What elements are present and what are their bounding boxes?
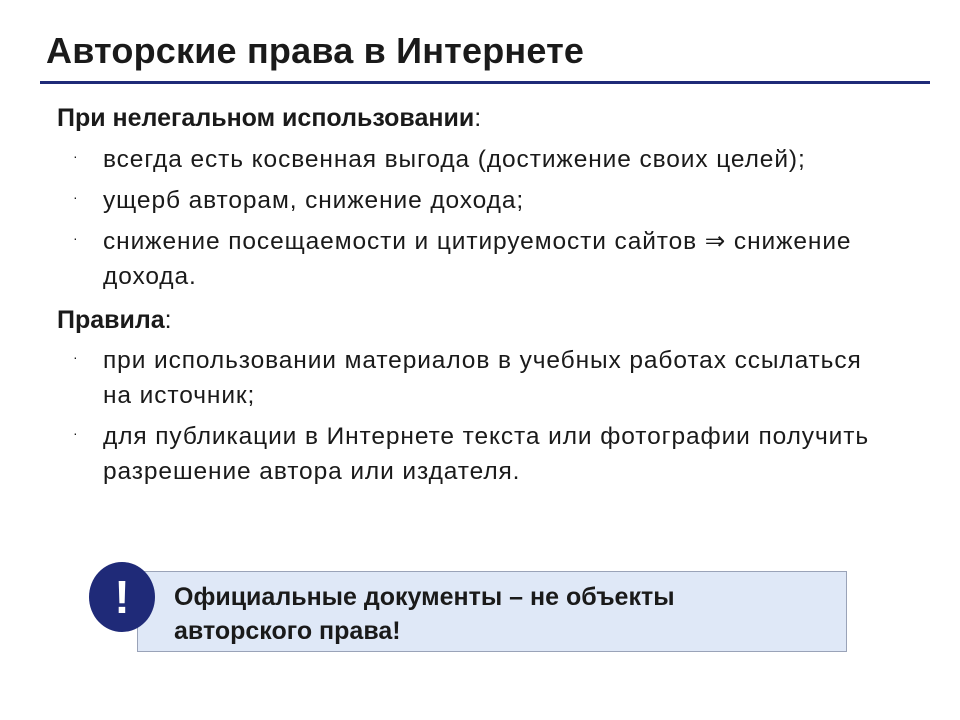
rules-list [57,343,927,489]
list-item [57,224,873,294]
bullet-icon: · [73,425,79,441]
section-heading-illegal-use [57,104,481,133]
bullet-icon: · [73,189,79,205]
callout-box [137,571,847,652]
list-item-text: всегда есть косвенная выгода (достижение своих целей); [103,146,806,173]
slide-title: Авторские права в Интернете [46,30,585,71]
list-item-text: для публикации в Интернете текста или фотографии получить разрешение автора или издателя. [103,423,869,485]
section-heading-rules-colon: : [164,306,172,334]
bullet-icon: · [73,349,79,365]
illegal-use-list [57,142,927,294]
list-item [57,183,927,218]
list-item [57,142,927,177]
list-item-text: ущерб авторам, снижение дохода; [103,187,525,214]
list-item [57,419,933,489]
section-heading-illegal-use-colon: : [474,104,482,132]
list-item-text: при использовании материалов в учебных работах ссылаться на источник; [103,347,862,409]
list-item-text: снижение посещаемости и цитируемости сайтов ⇒ снижение дохода. [103,228,852,290]
list-item [57,343,883,413]
bullet-icon: · [73,230,79,246]
callout-text: Официальные документы – не объекты авторского права! [174,583,675,645]
exclamation-icon: ! [89,562,155,632]
title-divider [40,81,930,84]
section-heading-illegal-use-label: При нелегальном использовании [57,104,475,132]
section-heading-rules [57,306,172,335]
section-heading-rules-label: Правила [57,306,165,334]
bullet-icon: · [73,148,79,164]
